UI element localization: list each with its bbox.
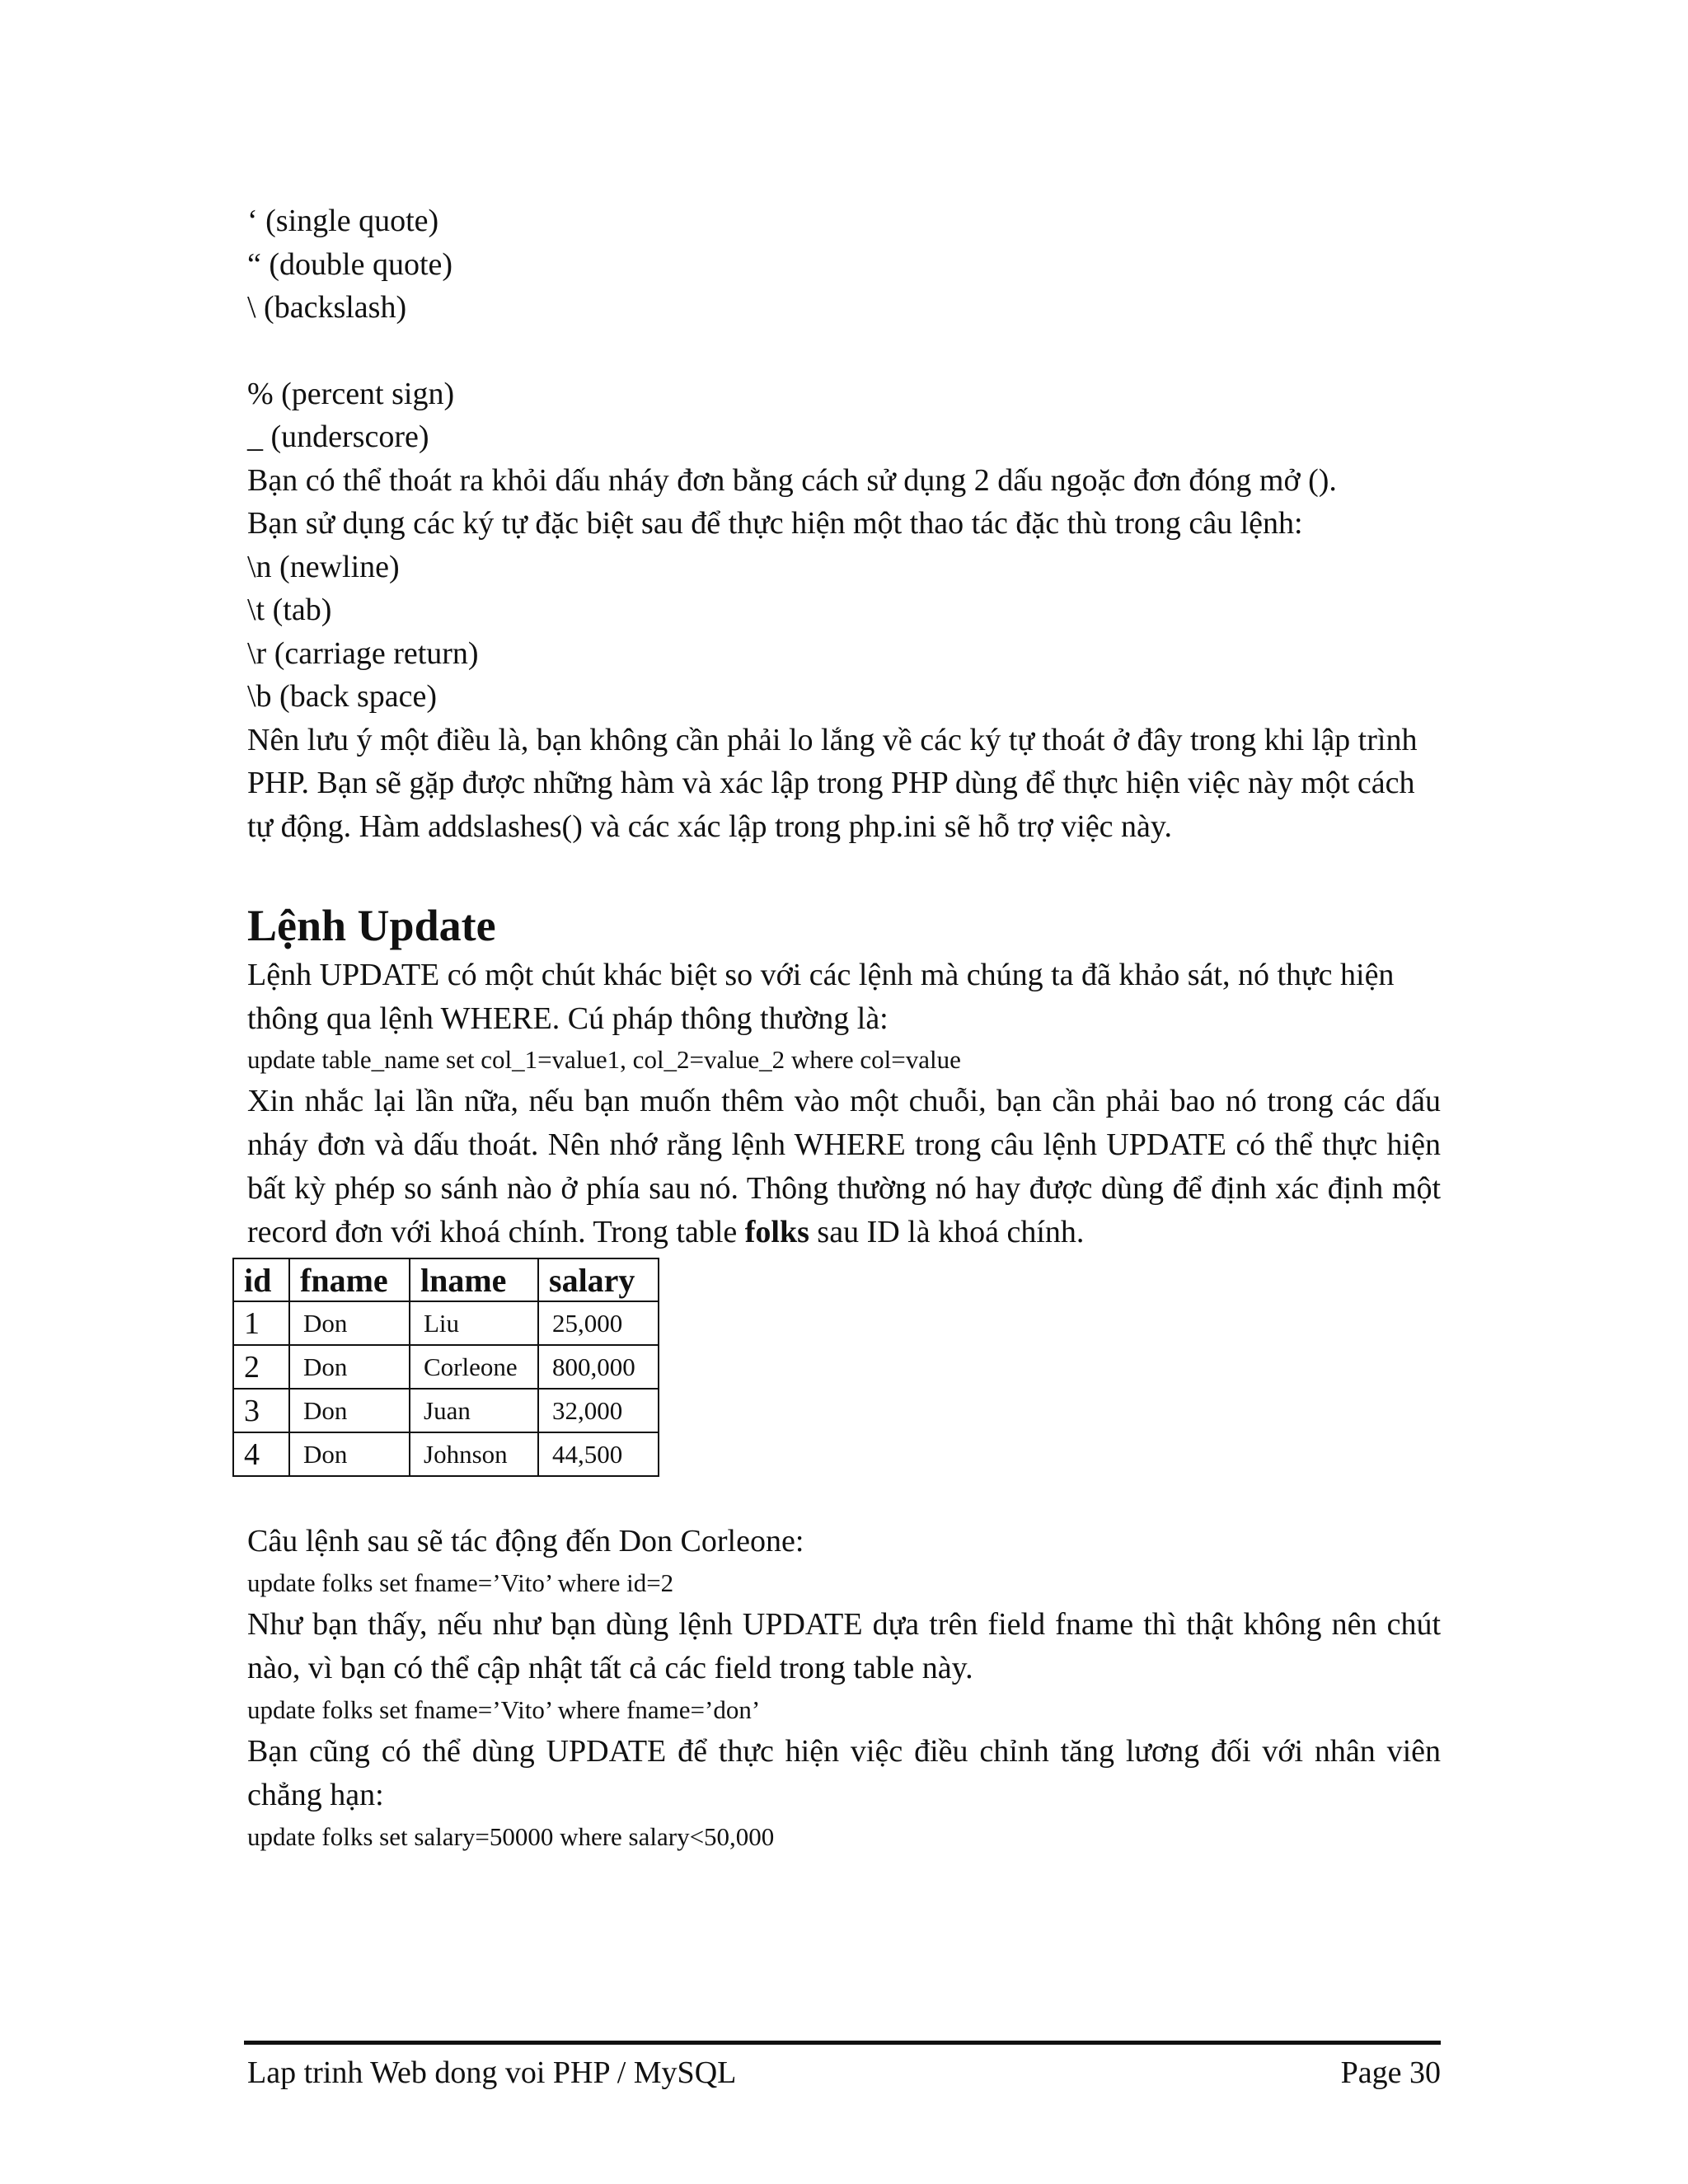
code-line: update folks set fname=’Vito’ where fname=’don’ [247,1694,761,1724]
paragraph-text: sau ID là khoá chính. [809,1215,1085,1249]
text-line: \b (back space) [247,679,437,714]
footer-title: Lap trinh Web dong voi PHP / MySQL [247,2055,737,2090]
text-line: ‘ (single quote) [247,204,439,238]
text-line: Bạn sử dụng các ký tự đặc biệt sau để thực hiện một thao tác đặc thù trong câu lệnh: [247,506,1303,541]
cell-lname: Corleone [410,1345,538,1389]
page-number: Page 30 [1340,2055,1441,2090]
table-row [233,1432,659,1476]
cell-id: 3 [233,1389,289,1432]
table-row [233,1389,659,1432]
text-line: \t (tab) [247,593,332,627]
cell-fname: Don [289,1389,410,1432]
text-line: \n (newline) [247,549,400,584]
text-line: _ (underscore) [247,419,429,454]
text-line: % (percent sign) [247,376,455,411]
page-footer [244,2041,1441,2094]
paragraph: Bạn cũng có thể dùng UPDATE để thực hiện việc điều chỉnh tăng lương đối với nhân viên chẳng hạn: [247,1733,1441,1812]
text-line: Câu lệnh sau sẽ tác động đến Don Corleone: [247,1524,804,1558]
paragraph: Như bạn thấy, nếu như bạn dùng lệnh UPDATE dựa trên field fname thì thật không nên chút nào, vì bạn có thể cập nhật tất cả các field trong table này. [247,1606,1441,1685]
header-salary: salary [538,1258,659,1301]
explanation-paragraph [247,1080,1441,1254]
cell-fname: Don [289,1301,410,1345]
cell-lname: Johnson [410,1432,538,1476]
cell-id: 2 [233,1345,289,1389]
header-fname: fname [289,1258,410,1301]
table-header-row [233,1258,659,1301]
header-lname: lname [410,1258,538,1301]
code-line: update folks set fname=’Vito’ where id=2 [247,1568,674,1597]
cell-fname: Don [289,1345,410,1389]
text-line: Bạn có thể thoát ra khỏi dấu nháy đơn bằng cách sử dụng 2 dấu ngoặc đơn đóng mở (). [247,462,1337,498]
paragraph-text: Xin nhắc lại lần nữa, nếu bạn muốn thêm vào một chuỗi, bạn cần phải bao nó trong các dấu nháy đơn và dấu thoát. Nên nhớ rằng lệnh WHERE trong câu lệnh UPDATE có thể thực hiện bất kỳ phép so sánh nào ở phía sau nó. Thông thường nó hay được dùng để định xác định một record đơn với khoá chính. Trong table [247,1084,1441,1249]
syntax-code: update table_name set col_1=value1, col_2=value_2 where col=value [247,1045,961,1074]
table-row [233,1301,659,1345]
cell-fname: Don [289,1432,410,1476]
text-line: “ (double quote) [247,246,453,282]
code-line: update folks set salary=50000 where salary<50,000 [247,1821,775,1851]
section-heading: Lệnh Update [247,901,496,950]
cell-salary: 44,500 [538,1432,659,1476]
folks-table [232,1258,659,1477]
page-content [244,199,1441,1857]
intro-paragraph: Lệnh UPDATE có một chút khác biệt so với các lệnh mà chúng ta đã khảo sát, nó thực hiện thông qua lệnh WHERE. Cú pháp thông thường là: [247,958,1395,1036]
footer-row [244,2045,1441,2094]
table-row [233,1345,659,1389]
text-line: \r (carriage return) [247,635,479,671]
table-name-bold: folks [744,1215,809,1249]
cell-lname: Liu [410,1301,538,1345]
note-paragraph: Nên lưu ý một điều là, bạn không cần phải lo lắng về các ký tự thoát ở đây trong khi lập trình PHP. Bạn sẽ gặp được những hàm và xác lập trong PHP dùng để thực hiện việc này một cách tự động. Hàm addslashes() và các xác lập trong php.ini sẽ hỗ trợ việc này. [247,722,1418,844]
header-id: id [233,1258,289,1301]
cell-salary: 32,000 [538,1389,659,1432]
cell-salary: 800,000 [538,1345,659,1389]
cell-lname: Juan [410,1389,538,1432]
cell-id: 1 [233,1301,289,1345]
text-line: \ (backslash) [247,290,407,325]
cell-salary: 25,000 [538,1301,659,1345]
cell-id: 4 [233,1432,289,1476]
